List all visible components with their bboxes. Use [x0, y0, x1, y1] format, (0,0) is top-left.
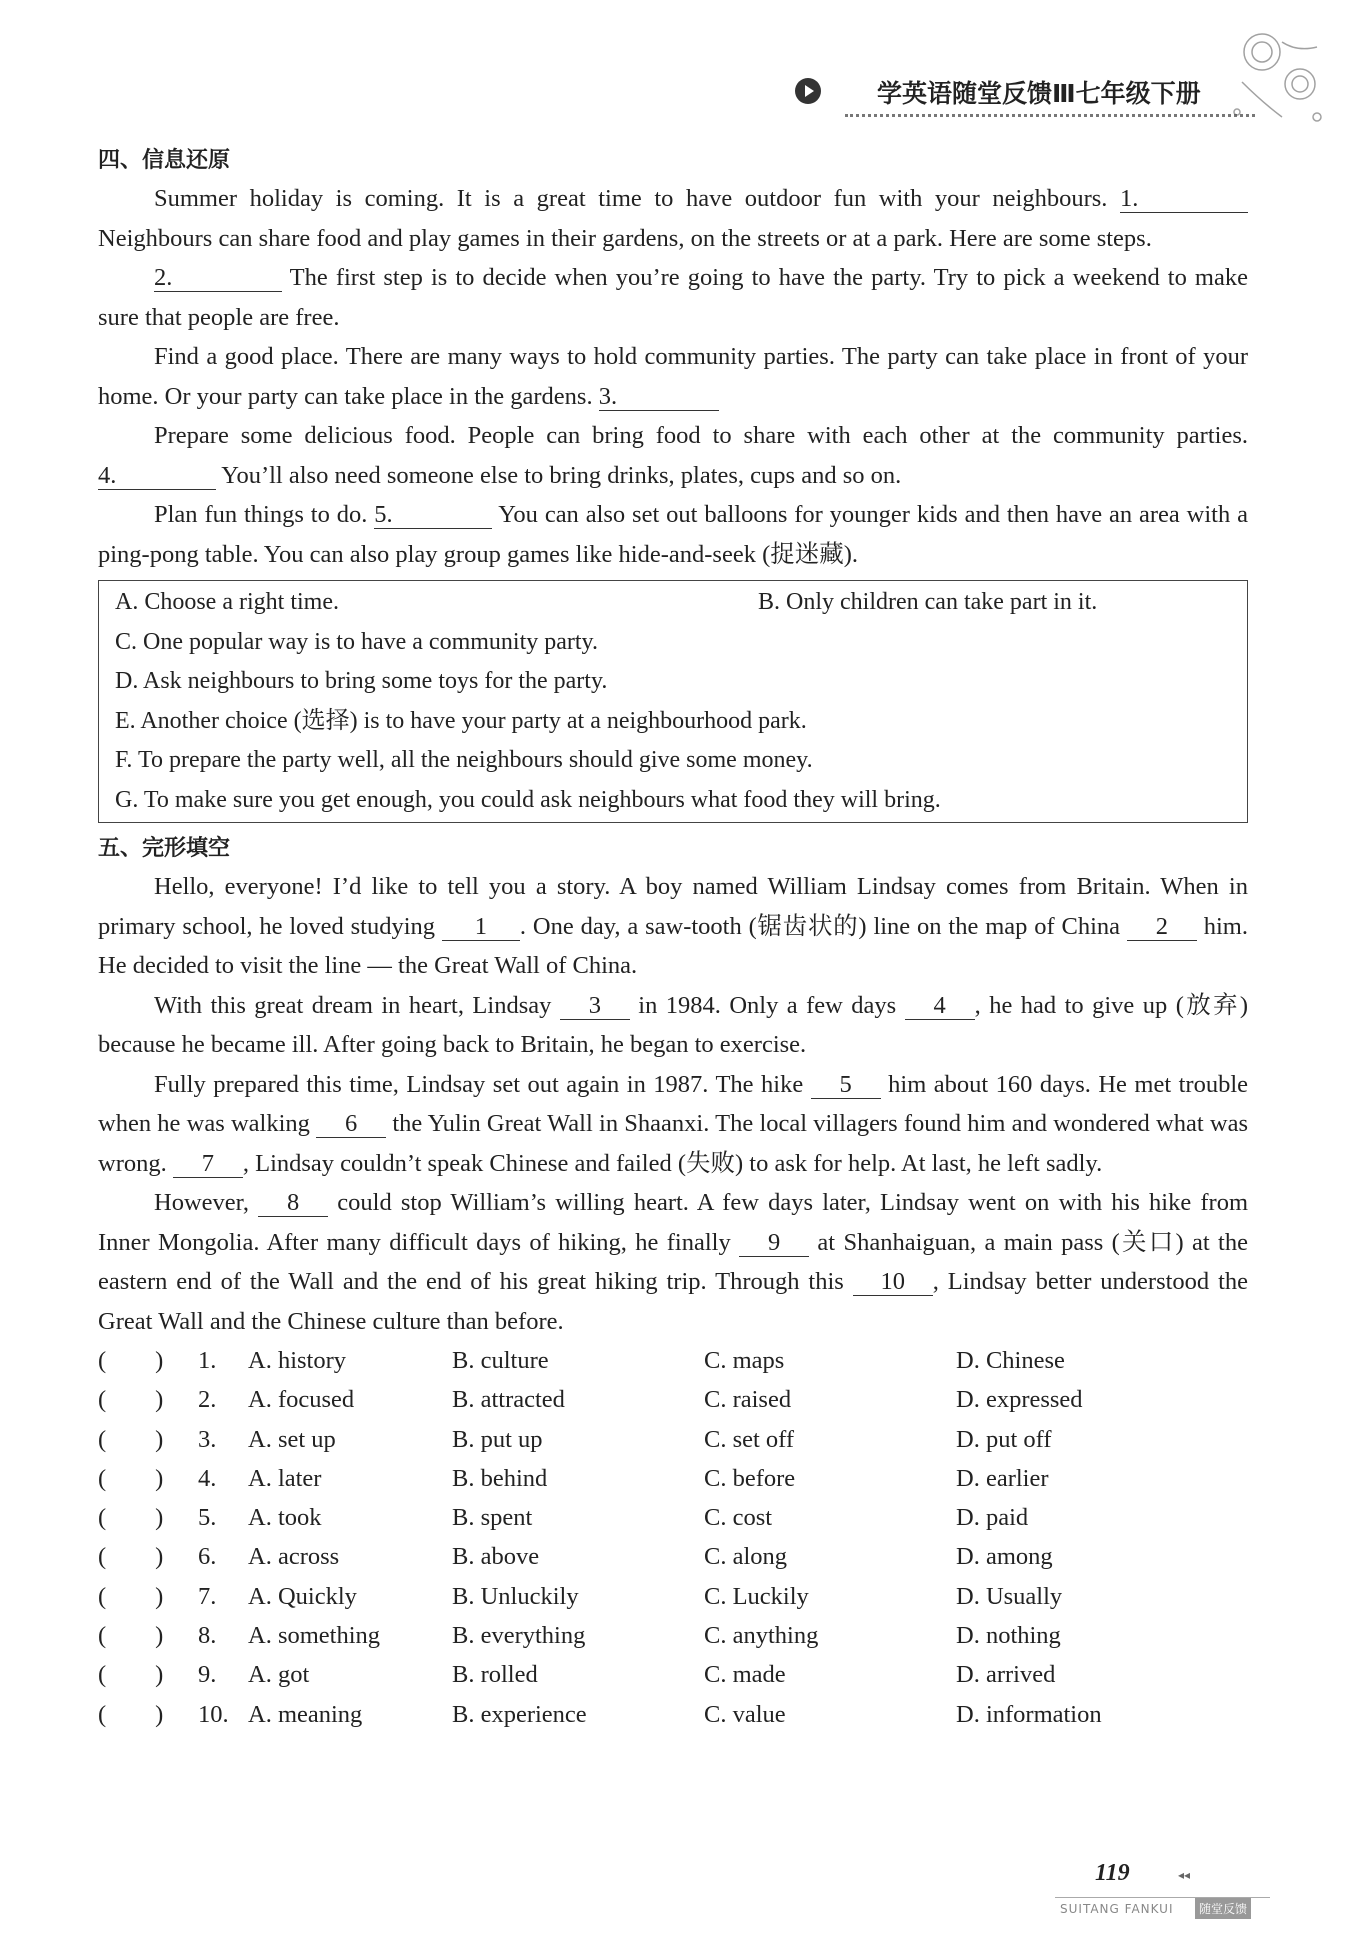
- s5-p3-text-c: the Yulin Great Wall in Shaanxi. The local villagers found him and wondered what was wrong.: [98, 1110, 1248, 1177]
- s5-p2-text-c: , he had to give up (放弃) because he became ill. After going back to Britain, he began to exercise.: [98, 991, 1248, 1058]
- answer-paren[interactable]: ( ): [98, 1582, 164, 1610]
- flower-decoration-icon: [1222, 22, 1332, 132]
- choice-b: B. attracted: [452, 1386, 565, 1414]
- answer-blank-3[interactable]: 3.: [599, 384, 719, 411]
- answer-paren[interactable]: ( ): [98, 1386, 164, 1414]
- cloze-blank-8[interactable]: 8: [258, 1190, 328, 1217]
- s4-p5-text: Plan fun things to do.: [154, 501, 375, 528]
- choice-a: A. meaning: [248, 1700, 363, 1728]
- choice-d: D. among: [956, 1543, 1053, 1571]
- choice-c: C. cost: [704, 1504, 773, 1532]
- s5-p2-text-b: in 1984. Only a few days: [629, 991, 905, 1019]
- question-number: 5.: [198, 1504, 217, 1532]
- s5-p3-text-d: , Lindsay couldn’t speak Chinese and failed (失败) to ask for help. At last, he left sadly.: [242, 1149, 1103, 1177]
- s4-p3-text: Find a good place. There are many ways to hold community parties. The party can take place in front of your home. Or your party can take place in the gardens.: [98, 343, 1248, 410]
- answer-paren[interactable]: ( ): [98, 1622, 164, 1650]
- answer-blank-2[interactable]: 2.: [154, 265, 282, 292]
- choice-c: C. raised: [704, 1386, 792, 1414]
- choice-a: A. took: [248, 1504, 322, 1532]
- s4-p2-rest: The first step is to decide when you’re going to have the party. Try to pick a weekend to make sure that people are free.: [98, 264, 1248, 331]
- s4-p5-rest: You can also set out balloons for younger kids and then have an area with a ping-pong table. You can also play group games like hide-and-seek (捉迷藏).: [98, 501, 1248, 568]
- cloze-blank-6[interactable]: 6: [316, 1111, 386, 1138]
- answer-paren[interactable]: ( ): [98, 1504, 164, 1532]
- section-4-title: 四、信息还原: [98, 148, 231, 173]
- choice-c: C. along: [704, 1543, 788, 1571]
- choice-c: C. maps: [704, 1347, 785, 1374]
- footer-brand: SUITANG FANKUI: [1060, 1902, 1174, 1916]
- question-number: 8.: [198, 1622, 217, 1650]
- choice-c: C. value: [704, 1700, 786, 1728]
- cloze-blank-4[interactable]: 4: [905, 993, 975, 1020]
- s5-p4-text-d: , Lindsay better understood the Great Wall and the Chinese culture than before.: [98, 1268, 1248, 1335]
- question-number: 2.: [198, 1386, 217, 1414]
- question-row: [98, 1695, 1248, 1734]
- choice-b: B. put up: [452, 1425, 543, 1453]
- cloze-blank-3[interactable]: 3: [560, 993, 630, 1020]
- s5-p1-text-b: . One day, a saw-tooth (锯齿状的) line on the map of China: [519, 912, 1127, 940]
- question-number: 4.: [198, 1464, 217, 1492]
- header-divider: [845, 114, 1255, 117]
- cloze-blank-5[interactable]: 5: [811, 1072, 881, 1099]
- s5-p1-text-a: Hello, everyone! I’d like to tell you a story. A boy named William Lindsay comes from Britain. When in primary school, he loved studying: [98, 873, 1248, 940]
- choice-a: A. Quickly: [248, 1582, 357, 1610]
- cloze-blank-10[interactable]: 10: [853, 1269, 933, 1296]
- choice-d: D. Usually: [956, 1582, 1063, 1610]
- section-5-title: 五、完形填空: [98, 836, 231, 861]
- s5-paragraph-1: [98, 867, 1248, 986]
- question-number: 9.: [198, 1661, 217, 1689]
- choice-c: C. Luckily: [704, 1582, 809, 1610]
- answer-blank-1[interactable]: 1.: [1120, 186, 1248, 213]
- option-a: A. Choose a right time.: [115, 589, 339, 615]
- cloze-blank-1[interactable]: 1: [442, 914, 520, 941]
- choice-d: D. nothing: [956, 1622, 1061, 1650]
- question-number: 1.: [198, 1347, 217, 1374]
- choice-d: D. put off: [956, 1425, 1052, 1453]
- s5-p3-text-a: Fully prepared this time, Lindsay set out again in 1987. The hike: [154, 1070, 811, 1098]
- question-row: [98, 1498, 1248, 1537]
- s5-p4-text-c: at Shanhaiguan, a main pass (关口) at the eastern end of the Wall and the end of his great hiking trip. Through this: [98, 1228, 1248, 1295]
- option-b: B. Only children can take part in it.: [758, 589, 1098, 615]
- choice-a: A. something: [248, 1622, 381, 1650]
- options-box: [98, 580, 1248, 823]
- choice-a: A. focused: [248, 1386, 355, 1414]
- cloze-blank-9[interactable]: 9: [739, 1230, 809, 1257]
- option-d: D. Ask neighbours to bring some toys for the party.: [115, 668, 608, 694]
- book-title: 学英语随堂反馈Ⅲ七年级下册: [877, 79, 1201, 108]
- choice-d: D. information: [956, 1700, 1102, 1728]
- question-row: [98, 1537, 1248, 1576]
- page-number: 119: [1095, 1860, 1130, 1886]
- choice-b: B. Unluckily: [452, 1582, 579, 1610]
- question-row: [98, 1380, 1248, 1419]
- question-number: 3.: [198, 1425, 217, 1453]
- s4-paragraph-2: [98, 258, 1248, 337]
- s4-p1-rest: Neighbours can share food and play games in their gardens, on the streets or at a park. Here are some steps.: [98, 224, 1152, 252]
- s5-p3-text-b: him about 160 days. He met trouble when he was walking: [98, 1070, 1248, 1137]
- answer-blank-4[interactable]: 4.: [98, 463, 216, 490]
- answer-paren[interactable]: ( ): [98, 1661, 164, 1689]
- choice-d: D. earlier: [956, 1464, 1049, 1492]
- s5-p2-text-a: With this great dream in heart, Lindsay: [154, 991, 560, 1019]
- answer-paren[interactable]: ( ): [98, 1425, 164, 1453]
- s5-p1-text-c: him. He decided to visit the line — the Great Wall of China.: [98, 912, 1248, 979]
- choice-a: A. history: [248, 1347, 346, 1374]
- option-f: F. To prepare the party well, all the neighbours should give some money.: [115, 747, 813, 773]
- choice-c: C. anything: [704, 1622, 819, 1650]
- page-content: [98, 143, 1248, 1734]
- s4-paragraph-1: [98, 179, 1248, 258]
- question-list: [98, 1341, 1248, 1734]
- choice-b: B. everything: [452, 1622, 586, 1650]
- option-g: G. To make sure you get enough, you could ask neighbours what food they will bring.: [115, 786, 941, 813]
- choice-d: D. paid: [956, 1504, 1029, 1532]
- s4-paragraph-3: [98, 337, 1248, 416]
- question-number: 10.: [198, 1700, 229, 1728]
- choice-d: D. arrived: [956, 1661, 1056, 1689]
- s4-p4-text: Prepare some delicious food. People can bring food to share with each other at the community parties.: [154, 422, 1248, 449]
- choice-b: B. experience: [452, 1700, 587, 1728]
- option-c: C. One popular way is to have a community party.: [115, 628, 598, 655]
- choice-c: C. before: [704, 1464, 796, 1492]
- answer-paren[interactable]: ( ): [98, 1464, 164, 1492]
- page-header: [795, 70, 1265, 120]
- s5-p4-text-b: could stop William’s willing heart. A few days later, Lindsay went on with his hike from Inner Mongolia. After many difficult days of hiking, he finally: [98, 1189, 1249, 1256]
- answer-paren[interactable]: ( ): [98, 1700, 164, 1728]
- choice-a: A. set up: [248, 1425, 336, 1453]
- choice-c: C. set off: [704, 1425, 795, 1453]
- cloze-blank-2[interactable]: 2: [1127, 914, 1197, 941]
- choice-d: D. Chinese: [956, 1347, 1065, 1374]
- choice-a: A. got: [248, 1661, 310, 1689]
- arrow-left-icon: ◂◂: [1178, 1868, 1191, 1882]
- play-icon: [795, 78, 821, 104]
- answer-blank-5[interactable]: 5.: [374, 502, 492, 529]
- answer-paren[interactable]: ( ): [98, 1347, 164, 1374]
- s4-paragraph-5: [98, 495, 1248, 574]
- s5-paragraph-2: [98, 986, 1248, 1065]
- question-row: [98, 1420, 1248, 1459]
- question-number: 7.: [198, 1582, 217, 1610]
- question-row: [98, 1341, 1248, 1380]
- choice-a: A. across: [248, 1543, 340, 1571]
- s5-p4-text-a: However,: [154, 1189, 259, 1216]
- choice-d: D. expressed: [956, 1386, 1083, 1414]
- question-row: [98, 1616, 1248, 1655]
- s5-paragraph-3: [98, 1065, 1248, 1184]
- choice-b: B. rolled: [452, 1661, 538, 1689]
- s4-p1-text: Summer holiday is coming. It is a great time to have outdoor fun with your neighbours.: [154, 185, 1108, 212]
- question-row: [98, 1655, 1248, 1694]
- choice-b: B. behind: [452, 1464, 548, 1492]
- choice-b: B. culture: [452, 1347, 549, 1374]
- choice-a: A. later: [248, 1464, 322, 1492]
- options-row-ab: [115, 583, 1231, 623]
- cloze-blank-7[interactable]: 7: [173, 1151, 243, 1178]
- answer-paren[interactable]: ( ): [98, 1543, 164, 1571]
- question-number: 6.: [198, 1543, 217, 1571]
- footer-badge: 随堂反馈: [1195, 1898, 1251, 1919]
- choice-b: B. above: [452, 1543, 540, 1571]
- option-e: E. Another choice (选择) is to have your party at a neighbourhood park.: [115, 707, 807, 734]
- choice-c: C. made: [704, 1661, 786, 1689]
- s5-paragraph-4: [98, 1183, 1248, 1341]
- s4-p4-rest: You’ll also need someone else to bring drinks, plates, cups and so on.: [216, 461, 902, 489]
- s4-paragraph-4: [98, 416, 1248, 495]
- question-row: [98, 1459, 1248, 1498]
- question-row: [98, 1577, 1248, 1616]
- choice-b: B. spent: [452, 1504, 533, 1532]
